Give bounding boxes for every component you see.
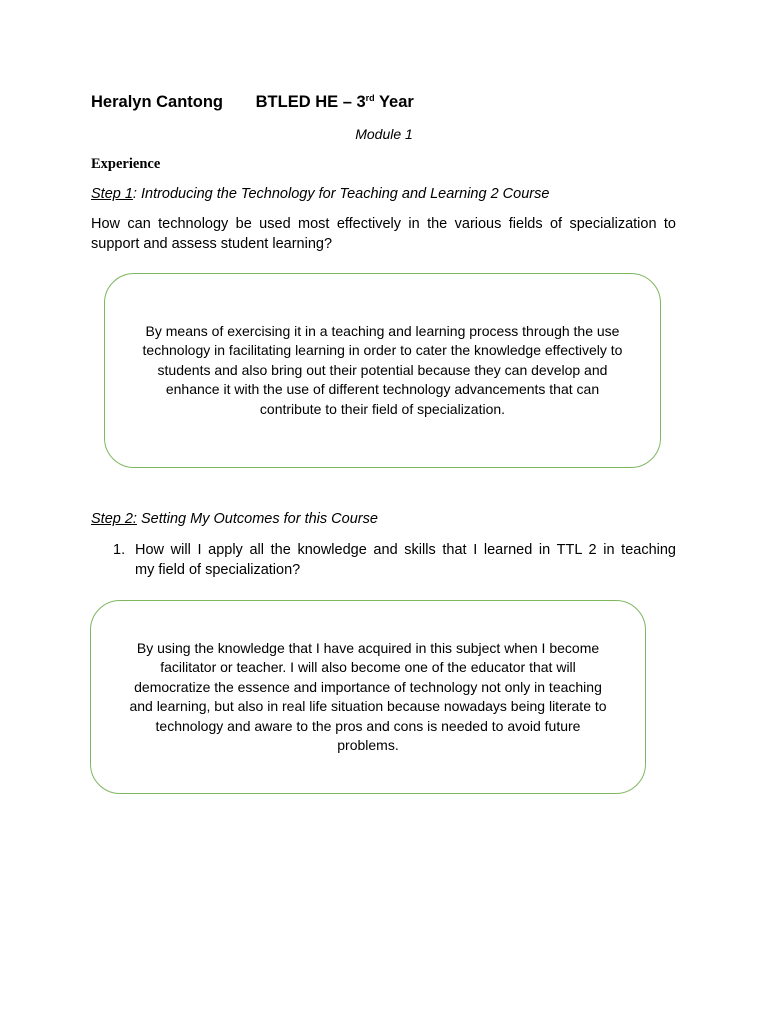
step2-question-item xyxy=(113,540,676,580)
step2-answer-line: By using the knowledge that I have acquired in this subject when I become xyxy=(136,639,600,656)
student-name: Heralyn Cantong xyxy=(91,93,224,111)
step1-question xyxy=(91,214,676,254)
module-title: Module 1 xyxy=(355,126,413,142)
step2-answer xyxy=(129,639,606,756)
step2-label: Step 2: xyxy=(91,511,137,527)
step2-answer-box xyxy=(90,600,646,794)
step1-answer xyxy=(143,322,623,420)
step2-question xyxy=(135,540,676,580)
step2-answer-line: technology and aware to the pros and cons is needed to avoid future xyxy=(155,717,581,734)
step2-answer-line: and learning, but also in real life situation because nowadays being literate to xyxy=(129,698,607,714)
step1-question-line: How can technology be used most effectively in the various fields of specialization to xyxy=(91,216,676,232)
step2-answer-line: problems. xyxy=(337,737,399,753)
list-number: 1. xyxy=(113,542,126,558)
document-header xyxy=(91,93,414,112)
step1-answer-box xyxy=(104,273,661,468)
step1-heading xyxy=(91,186,549,202)
step2-question-line: my field of specialization? xyxy=(135,562,301,578)
step2-heading xyxy=(91,511,378,527)
section-heading: Experience xyxy=(91,156,161,172)
step2-title: Setting My Outcomes for this Course xyxy=(136,511,378,527)
step1-label: Step 1 xyxy=(91,186,133,202)
step1-answer-line: technology in facilitating learning in order to cater the knowledge effectively to xyxy=(142,342,623,359)
course-year: BTLED HE – 3rd Year xyxy=(255,93,414,111)
step1-answer-line: contribute to their field of specialization. xyxy=(259,400,506,417)
step1-title: : Introducing the Technology for Teaching and Learning 2 Course xyxy=(132,186,550,202)
step1-answer-line: By means of exercising it in a teaching and learning process through the use xyxy=(145,322,620,339)
step1-answer-line: students and also bring out their potential because they can develop and xyxy=(157,361,608,378)
step1-answer-line: enhance it with the use of different technology advancements that can xyxy=(165,381,600,398)
step2-answer-line: democratize the essence and importance of technology not only in teaching xyxy=(134,678,602,695)
step1-question-line: support and assess student learning? xyxy=(91,236,333,252)
step2-answer-line: facilitator or teacher. I will also become one of the educator that will xyxy=(160,659,576,675)
step2-question-line: How will I apply all the knowledge and skills that I learned in TTL 2 in teaching xyxy=(135,542,676,558)
